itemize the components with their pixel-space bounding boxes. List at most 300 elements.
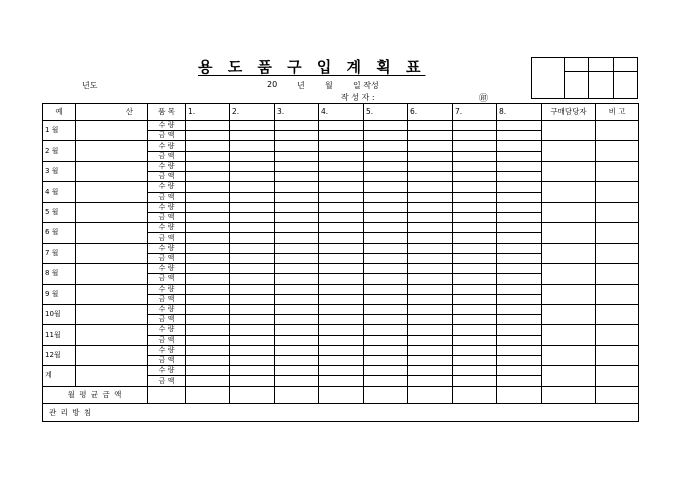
table-row <box>43 161 639 171</box>
column-header: 3. <box>275 104 319 121</box>
amount-label: 금 액 <box>148 131 186 141</box>
data-cell <box>230 141 275 151</box>
data-cell <box>497 202 542 212</box>
table-row <box>43 345 639 355</box>
date-written: 일 작성 <box>353 81 379 90</box>
data-cell <box>453 192 497 202</box>
data-cell <box>497 243 542 253</box>
data-cell <box>497 121 542 131</box>
data-cell <box>275 192 319 202</box>
data-cell <box>186 121 230 131</box>
data-cell <box>230 294 275 304</box>
data-cell <box>275 315 319 325</box>
column-header: 5. <box>364 104 408 121</box>
data-cell <box>275 335 319 345</box>
data-cell <box>497 315 542 325</box>
data-cell <box>497 264 542 274</box>
data-cell <box>319 315 364 325</box>
data-cell <box>364 131 408 141</box>
data-cell <box>319 284 364 294</box>
data-cell <box>275 345 319 355</box>
approval-cell <box>565 72 589 99</box>
data-cell <box>364 294 408 304</box>
data-cell <box>186 212 230 222</box>
data-cell <box>186 223 230 233</box>
data-cell <box>364 243 408 253</box>
total-label: 계 <box>43 366 76 386</box>
data-cell <box>275 325 319 335</box>
average-cell <box>542 386 596 403</box>
data-cell <box>453 151 497 161</box>
amount-label: 금 액 <box>148 315 186 325</box>
budget-cell <box>76 202 148 222</box>
month-label: 12월 <box>43 345 76 365</box>
data-cell <box>319 141 364 151</box>
data-cell <box>230 366 275 376</box>
amount-label: 금 액 <box>148 212 186 222</box>
data-cell <box>408 243 453 253</box>
month-label: 3 월 <box>43 161 76 181</box>
approval-cell <box>613 58 637 72</box>
data-cell <box>319 161 364 171</box>
data-cell <box>230 325 275 335</box>
table-row <box>43 243 639 253</box>
data-cell <box>186 284 230 294</box>
purchaser-cell <box>542 202 596 222</box>
purchaser-cell <box>542 304 596 324</box>
data-cell <box>186 151 230 161</box>
remarks-cell <box>596 202 639 222</box>
data-cell <box>275 172 319 182</box>
data-cell <box>230 243 275 253</box>
data-cell <box>364 161 408 171</box>
amount-label: 금 액 <box>148 172 186 182</box>
budget-cell <box>76 345 148 365</box>
data-cell <box>230 335 275 345</box>
data-cell <box>230 131 275 141</box>
remarks-cell <box>596 141 639 161</box>
amount-label: 금 액 <box>148 253 186 263</box>
approval-cell <box>613 72 637 99</box>
data-cell <box>186 161 230 171</box>
data-cell <box>364 233 408 243</box>
month-label: 5 월 <box>43 202 76 222</box>
data-cell <box>453 345 497 355</box>
column-header: 8. <box>497 104 542 121</box>
budget-cell <box>76 141 148 161</box>
quantity-label: 수 량 <box>148 121 186 131</box>
data-cell <box>364 202 408 212</box>
data-cell <box>408 131 453 141</box>
purchaser-cell <box>542 182 596 202</box>
data-cell <box>408 315 453 325</box>
approval-box <box>531 57 638 99</box>
average-cell <box>186 386 230 403</box>
remarks-cell <box>596 121 639 141</box>
column-header: 1. <box>186 104 230 121</box>
approval-cell <box>589 72 613 99</box>
purchaser-cell <box>542 284 596 304</box>
data-cell <box>453 253 497 263</box>
data-cell <box>275 253 319 263</box>
data-cell <box>453 274 497 284</box>
purchaser-cell <box>542 141 596 161</box>
data-cell <box>230 202 275 212</box>
budget-cell <box>76 161 148 181</box>
table-row <box>43 264 639 274</box>
data-cell <box>453 356 497 366</box>
data-cell <box>364 182 408 192</box>
data-cell <box>230 182 275 192</box>
data-cell <box>364 151 408 161</box>
data-cell <box>453 141 497 151</box>
data-cell <box>319 376 364 386</box>
data-cell <box>230 161 275 171</box>
remarks-cell <box>596 366 639 386</box>
amount-label: 금 액 <box>148 151 186 161</box>
data-cell <box>275 356 319 366</box>
data-cell <box>364 192 408 202</box>
data-cell <box>364 253 408 263</box>
data-cell <box>453 304 497 314</box>
data-cell <box>497 294 542 304</box>
data-cell <box>497 233 542 243</box>
data-cell <box>275 366 319 376</box>
budget-cell <box>76 366 148 386</box>
data-cell <box>319 233 364 243</box>
data-cell <box>408 325 453 335</box>
data-cell <box>364 212 408 222</box>
data-cell <box>186 345 230 355</box>
budget-header: 예 <box>43 104 76 121</box>
amount-label: 금 액 <box>148 233 186 243</box>
quantity-label: 수 량 <box>148 161 186 171</box>
data-cell <box>275 212 319 222</box>
data-cell <box>364 141 408 151</box>
data-cell <box>230 253 275 263</box>
data-cell <box>275 121 319 131</box>
document-title: 용 도 품 구 입 계 획 표 <box>198 58 426 76</box>
data-cell <box>319 264 364 274</box>
data-cell <box>319 192 364 202</box>
month-label: 4 월 <box>43 182 76 202</box>
data-cell <box>364 325 408 335</box>
data-cell <box>364 345 408 355</box>
quantity-label: 수 량 <box>148 264 186 274</box>
data-cell <box>230 212 275 222</box>
average-cell <box>230 386 275 403</box>
data-cell <box>364 376 408 386</box>
data-cell <box>408 253 453 263</box>
data-cell <box>186 335 230 345</box>
table-row <box>43 182 639 192</box>
data-cell <box>408 202 453 212</box>
data-cell <box>453 182 497 192</box>
data-cell <box>230 151 275 161</box>
data-cell <box>408 182 453 192</box>
amount-label: 금 액 <box>148 274 186 284</box>
data-cell <box>453 315 497 325</box>
column-header: 4. <box>319 104 364 121</box>
quantity-label: 수 량 <box>148 325 186 335</box>
remarks-cell <box>596 304 639 324</box>
table-row <box>43 304 639 314</box>
data-cell <box>275 223 319 233</box>
budget-header-2: 산 <box>76 104 148 121</box>
seal-mark: ㊞ <box>479 94 489 104</box>
amount-label: 금 액 <box>148 376 186 386</box>
column-header: 7. <box>453 104 497 121</box>
data-cell <box>364 356 408 366</box>
data-cell <box>275 304 319 314</box>
quantity-label: 수 량 <box>148 223 186 233</box>
purchaser-cell <box>542 223 596 243</box>
data-cell <box>497 253 542 263</box>
data-cell <box>453 131 497 141</box>
data-cell <box>275 182 319 192</box>
data-cell <box>230 264 275 274</box>
data-cell <box>408 223 453 233</box>
data-cell <box>186 131 230 141</box>
data-cell <box>408 212 453 222</box>
date-prefix: 20 <box>267 80 278 89</box>
data-cell <box>453 161 497 171</box>
data-cell <box>275 376 319 386</box>
data-cell <box>497 284 542 294</box>
table-row <box>43 284 639 294</box>
data-cell <box>408 172 453 182</box>
table-row <box>43 223 639 233</box>
purchaser-cell <box>542 366 596 386</box>
data-cell <box>453 121 497 131</box>
budget-cell <box>76 304 148 324</box>
quantity-label: 수 량 <box>148 141 186 151</box>
average-cell <box>453 386 497 403</box>
month-label: 2 월 <box>43 141 76 161</box>
data-cell <box>230 284 275 294</box>
data-cell <box>364 121 408 131</box>
data-cell <box>497 304 542 314</box>
remarks-cell <box>596 223 639 243</box>
budget-cell <box>76 182 148 202</box>
data-cell <box>230 376 275 386</box>
approval-cell <box>589 58 613 72</box>
data-cell <box>319 304 364 314</box>
month-label: 1 월 <box>43 121 76 141</box>
data-cell <box>275 284 319 294</box>
data-cell <box>319 223 364 233</box>
data-cell <box>453 376 497 386</box>
month-label: 8 월 <box>43 264 76 284</box>
data-cell <box>453 264 497 274</box>
data-cell <box>453 294 497 304</box>
average-cell <box>497 386 542 403</box>
data-cell <box>275 264 319 274</box>
month-label: 7 월 <box>43 243 76 263</box>
remarks-header: 비 고 <box>596 104 639 121</box>
table-row <box>43 141 639 151</box>
average-cell <box>148 386 186 403</box>
remarks-cell <box>596 264 639 284</box>
data-cell <box>319 182 364 192</box>
year-label: 년도 <box>82 81 98 90</box>
budget-cell <box>76 284 148 304</box>
data-cell <box>186 325 230 335</box>
header-row <box>43 104 639 121</box>
quantity-label: 수 량 <box>148 345 186 355</box>
data-cell <box>186 172 230 182</box>
date-month: 월 <box>325 81 333 90</box>
table-row <box>43 202 639 212</box>
data-cell <box>408 161 453 171</box>
data-cell <box>275 202 319 212</box>
amount-label: 금 액 <box>148 335 186 345</box>
data-cell <box>453 325 497 335</box>
data-cell <box>364 366 408 376</box>
data-cell <box>186 253 230 263</box>
data-cell <box>408 294 453 304</box>
data-cell <box>275 131 319 141</box>
data-cell <box>186 141 230 151</box>
budget-cell <box>76 243 148 263</box>
data-cell <box>186 233 230 243</box>
data-cell <box>319 202 364 212</box>
monthly-average-row <box>43 386 639 403</box>
data-cell <box>408 304 453 314</box>
data-cell <box>408 356 453 366</box>
data-cell <box>497 223 542 233</box>
data-cell <box>230 223 275 233</box>
data-cell <box>453 243 497 253</box>
data-cell <box>364 274 408 284</box>
amount-label: 금 액 <box>148 192 186 202</box>
data-cell <box>453 335 497 345</box>
table-row <box>43 366 639 376</box>
budget-cell <box>76 325 148 345</box>
data-cell <box>186 192 230 202</box>
purchase-plan-table <box>42 103 639 422</box>
data-cell <box>453 212 497 222</box>
average-cell <box>319 386 364 403</box>
approval-cell <box>565 58 589 72</box>
data-cell <box>497 131 542 141</box>
data-cell <box>186 264 230 274</box>
data-cell <box>230 304 275 314</box>
budget-cell <box>76 223 148 243</box>
purchaser-cell <box>542 345 596 365</box>
data-cell <box>453 284 497 294</box>
data-cell <box>364 264 408 274</box>
remarks-cell <box>596 182 639 202</box>
data-cell <box>497 325 542 335</box>
purchaser-header: 구매담당자 <box>542 104 596 121</box>
table-row <box>43 325 639 335</box>
data-cell <box>497 212 542 222</box>
quantity-label: 수 량 <box>148 284 186 294</box>
data-cell <box>186 182 230 192</box>
data-cell <box>364 335 408 345</box>
data-cell <box>497 335 542 345</box>
remarks-cell <box>596 345 639 365</box>
data-cell <box>186 315 230 325</box>
average-cell <box>364 386 408 403</box>
data-cell <box>453 366 497 376</box>
data-cell <box>497 141 542 151</box>
table-row <box>43 121 639 131</box>
purchaser-cell <box>542 325 596 345</box>
data-cell <box>453 233 497 243</box>
data-cell <box>497 172 542 182</box>
management-label: 관 리 방 침 <box>43 403 639 421</box>
data-cell <box>408 274 453 284</box>
budget-cell <box>76 264 148 284</box>
date-line <box>267 80 387 90</box>
data-cell <box>408 335 453 345</box>
monthly-average-label: 월 평 균 금 액 <box>43 386 148 403</box>
data-cell <box>186 366 230 376</box>
data-cell <box>408 151 453 161</box>
data-cell <box>230 315 275 325</box>
month-label: 11월 <box>43 325 76 345</box>
data-cell <box>275 294 319 304</box>
date-year: 년 <box>297 81 305 90</box>
data-cell <box>319 345 364 355</box>
quantity-label: 수 량 <box>148 182 186 192</box>
data-cell <box>319 121 364 131</box>
management-row <box>43 403 639 421</box>
data-cell <box>497 376 542 386</box>
remarks-cell <box>596 284 639 304</box>
data-cell <box>408 192 453 202</box>
quantity-label: 수 량 <box>148 202 186 212</box>
data-cell <box>319 253 364 263</box>
approval-cell <box>532 58 565 99</box>
data-cell <box>275 274 319 284</box>
data-cell <box>186 376 230 386</box>
data-cell <box>497 192 542 202</box>
data-cell <box>364 284 408 294</box>
data-cell <box>230 345 275 355</box>
data-cell <box>364 172 408 182</box>
data-cell <box>497 366 542 376</box>
data-cell <box>408 121 453 131</box>
data-cell <box>319 356 364 366</box>
data-cell <box>408 233 453 243</box>
purchaser-cell <box>542 243 596 263</box>
remarks-cell <box>596 325 639 345</box>
data-cell <box>408 284 453 294</box>
month-label: 9 월 <box>43 284 76 304</box>
data-cell <box>230 192 275 202</box>
data-cell <box>230 121 275 131</box>
data-cell <box>186 243 230 253</box>
data-cell <box>319 294 364 304</box>
data-cell <box>230 356 275 366</box>
data-cell <box>319 366 364 376</box>
data-cell <box>453 202 497 212</box>
data-cell <box>319 335 364 345</box>
data-cell <box>319 243 364 253</box>
remarks-cell <box>596 243 639 263</box>
data-cell <box>275 151 319 161</box>
author-label: 작 성 자 : <box>341 93 375 102</box>
quantity-label: 수 량 <box>148 243 186 253</box>
data-cell <box>186 356 230 366</box>
data-cell <box>497 274 542 284</box>
data-cell <box>408 264 453 274</box>
quantity-label: 수 량 <box>148 366 186 376</box>
amount-label: 금 액 <box>148 294 186 304</box>
